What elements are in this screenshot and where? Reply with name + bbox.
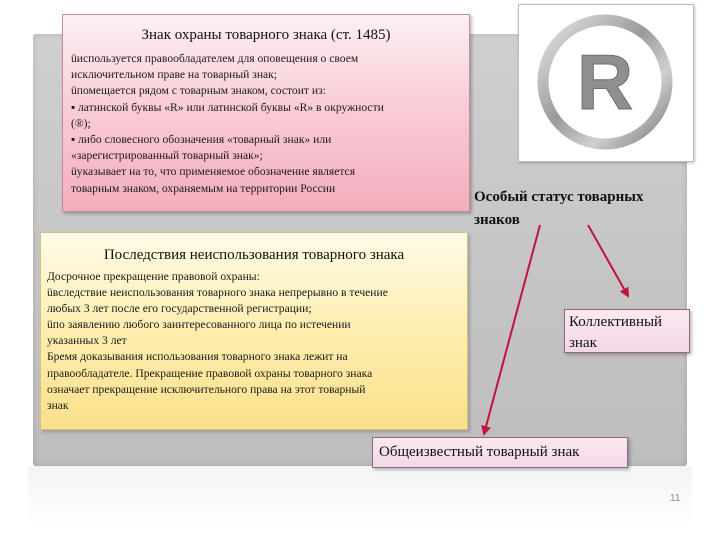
- text-line: üпо заявлению любого заинтересованного лица по истечении: [47, 318, 351, 332]
- r-letter: R: [576, 38, 634, 126]
- text-line: ▪ либо словесного обозначения «товарный знак» или: [71, 133, 332, 147]
- special-status-line1: Особый статус товарных: [474, 189, 644, 205]
- arrow-to-collective-mark: [588, 225, 628, 296]
- text-line: ▪ латинской буквы «R» или латинской буквы «R» в окружности: [71, 100, 384, 114]
- text-line: знак: [47, 398, 69, 412]
- text-line: üуказывает на то, что применяемое обозначение является: [71, 165, 356, 179]
- text-line: исключительном праве на товарный знак;: [71, 68, 278, 82]
- text-line: Бремя доказывания использования товарного знака лежит на: [47, 350, 348, 364]
- text-line: üвследствие неиспользования товарного знака непрерывно в течение: [47, 286, 388, 300]
- arrow-to-well-known-mark: [484, 225, 540, 434]
- text-line: указанных 3 лет: [47, 334, 127, 348]
- text-line: üиспользуется правообладателем для оповещения о своем: [71, 52, 359, 65]
- collective-mark-line2: знак: [569, 335, 597, 351]
- text-line: üпомещается рядом с товарным знаком, состоит из:: [71, 84, 326, 98]
- text-line: (®);: [71, 116, 91, 130]
- collective-mark-line1: Коллективный: [569, 314, 663, 330]
- non-use-title: Последствия неиспользования товарного знака: [103, 247, 405, 263]
- well-known-mark-label: Общеизвестный товарный знак: [379, 444, 580, 460]
- page-number: 11: [670, 493, 681, 504]
- text-line: правообладателе. Прекращение правовой охраны товарного знака: [47, 366, 373, 380]
- text-line: товарным знаком, охраняемым на территории России: [71, 181, 336, 195]
- text-line: «зарегистрированный товарный знак»;: [71, 149, 263, 163]
- text-line: Досрочное прекращение правовой охраны:: [47, 270, 260, 283]
- text-line: любых 3 лет после его государственной регистрации;: [47, 302, 312, 316]
- trademark-notice-title: Знак охраны товарного знака (ст. 1485): [141, 27, 391, 43]
- text-line: означает прекращение исключительного права на этот товарный: [47, 382, 366, 396]
- special-status-line2: знаков: [474, 212, 520, 228]
